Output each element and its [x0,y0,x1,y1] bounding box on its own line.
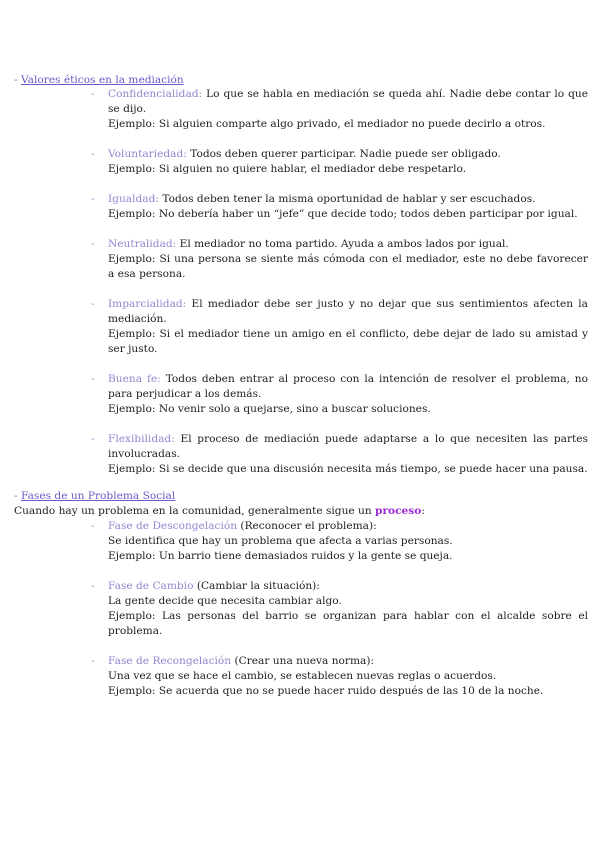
heading-text: Fases de un Problema Social [20,490,176,502]
item-term: Voluntariedad: [108,148,187,160]
section-heading [14,73,588,88]
item-term: Imparcialidad: [108,298,187,310]
item-example: Ejemplo: Si una persona se siente más cómoda con el mediador, este no debe favorecer a esa persona. [108,253,588,280]
list-item [91,579,588,639]
list-item [91,432,588,477]
item-term: Confidencialidad: [108,88,203,100]
item-dash: - [91,373,95,385]
phase-example: Ejemplo: Las personas del barrio se organizan para hablar con el alcalde sobre el problema. [108,610,588,637]
phases-list [91,519,588,714]
item-example: Ejemplo: Si alguien no quiere hablar, el mediador debe respetarlo. [108,163,467,175]
item-description: Todos deben entrar al proceso con la intención de resolver el problema, no para perjudicar a los demás. [108,373,588,400]
list-item [91,237,588,282]
item-example: Ejemplo: No venir solo a quejarse, sino a buscar soluciones. [108,403,431,415]
section-ethical-values [14,73,588,475]
values-list [91,87,588,492]
phase-description: La gente decide que necesita cambiar algo. [108,595,342,607]
list-item [91,87,588,132]
item-dash: - [91,193,95,205]
list-item [91,192,588,222]
list-item [91,147,588,177]
item-example: Ejemplo: Si alguien comparte algo privado, el mediador no puede decirlo a otros. [108,118,546,130]
phase-description: Se identifica que hay un problema que afecta a varias personas. [108,535,453,547]
item-description: Lo que se habla en mediación se queda ahí. Nadie debe contar lo que se dijo. [108,88,588,115]
item-term: Igualdad: [108,193,159,205]
section-social-problem-phases [14,489,588,697]
item-dash: - [91,433,95,445]
item-dash: - [91,655,95,667]
item-example: Ejemplo: No debería haber un “jefe” que decide todo; todos deben participar por igual. [108,208,578,220]
list-item [91,372,588,417]
item-dash: - [91,238,95,250]
item-term: Neutralidad: [108,238,177,250]
intro-text: Cuando hay un problema en la comunidad, generalmente sigue un [14,505,376,517]
phase-description: Una vez que se hace el cambio, se establecen nuevas reglas o acuerdos. [108,670,497,682]
phase-subtitle: (Cambiar la situación): [193,580,320,592]
intro-keyword: proceso [375,505,422,517]
phase-subtitle: (Reconocer el problema): [237,520,377,532]
item-dash: - [91,580,95,592]
item-dash: - [91,88,95,100]
item-description: El proceso de mediación puede adaptarse a lo que necesiten las partes involucradas. [108,433,588,460]
item-example: Ejemplo: Si se decide que una discusión necesita más tiempo, se puede hacer una pausa. [108,463,588,475]
phase-name: Fase de Cambio [108,580,194,592]
item-term: Flexibilidad: [108,433,175,445]
phase-subtitle: (Crear una nueva norma): [231,655,375,667]
phase-example: Ejemplo: Se acuerda que no se puede hacer ruido después de las 10 de la noche. [108,685,544,697]
section-heading [14,489,588,504]
item-description: El mediador no toma partido. Ayuda a ambos lados por igual. [179,238,509,250]
item-dash: - [91,148,95,160]
item-example: Ejemplo: Si el mediador tiene un amigo en el conflicto, debe dejar de lado su amistad y ser justo. [108,328,588,355]
item-description: El mediador debe ser justo y no dejar que sus sentimientos afecten la mediación. [108,298,588,325]
item-description: Todos deben querer participar. Nadie puede ser obligado. [190,148,501,160]
item-dash: - [91,298,95,310]
intro-paragraph [14,504,588,519]
phase-example: Ejemplo: Un barrio tiene demasiados ruidos y la gente se queja. [108,550,453,562]
item-dash: - [91,520,95,532]
list-item [91,654,588,699]
item-description: Todos deben tener la misma oportunidad de hablar y ser escuchados. [162,193,536,205]
list-item [91,519,588,564]
phase-name: Fase de Recongelación [108,655,232,667]
phase-name: Fase de Descongelación [108,520,238,532]
intro-colon: : [421,505,425,517]
item-term: Buena fe: [108,373,161,385]
heading-bullet: - [14,490,18,502]
heading-text: Valores éticos en la mediación [20,74,184,86]
list-item [91,297,588,357]
heading-bullet: - [14,74,18,86]
